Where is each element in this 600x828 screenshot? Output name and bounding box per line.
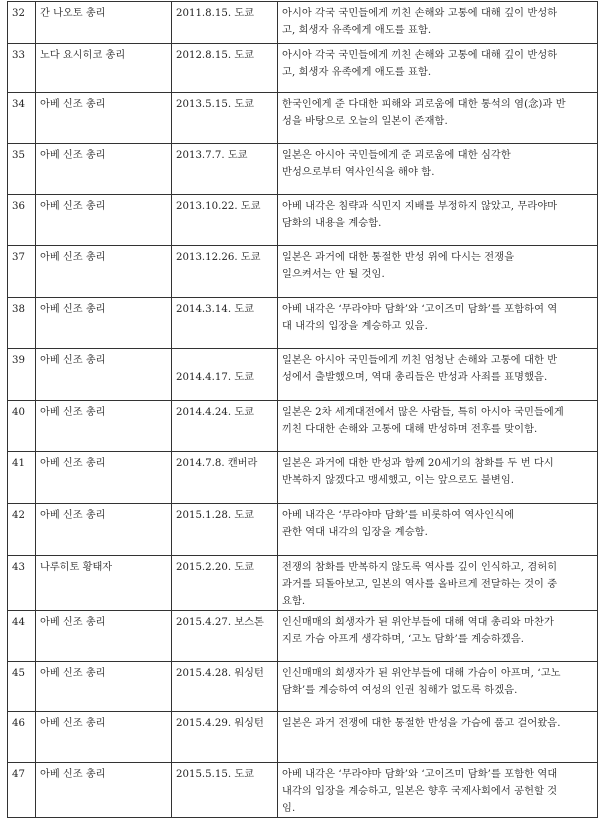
date-place-text: 2013.7.7. 도쿄 xyxy=(176,150,248,161)
table-row xyxy=(8,401,598,452)
row-number: 41 xyxy=(8,452,36,504)
table-row xyxy=(8,2,598,44)
statement-text xyxy=(278,246,598,298)
statement-text xyxy=(278,452,598,504)
statement-line: 일본은 과거에 대한 통절한 반성 위에 다시는 전쟁을 xyxy=(282,252,515,263)
table-row xyxy=(8,44,598,93)
row-number: 42 xyxy=(8,504,36,556)
statement-text xyxy=(278,662,598,712)
speaker-name: 아베 신조 총리 xyxy=(36,763,172,818)
statement-text xyxy=(278,401,598,452)
date-place-text: 2015.5.15. 도쿄 xyxy=(176,769,255,780)
date-place xyxy=(172,144,278,195)
table-row xyxy=(8,246,598,298)
row-number: 34 xyxy=(8,93,36,144)
statement-line: 과거를 되돌아보고, 일본의 역사를 올바르게 전달하는 것이 중 xyxy=(282,579,558,590)
table-row xyxy=(8,298,598,349)
date-place-text: 2014.4.17. 도쿄 xyxy=(176,372,255,383)
statement-line: 고, 희생자 유족에게 애도를 표함. xyxy=(282,67,432,78)
date-place xyxy=(172,349,278,401)
statement-text xyxy=(278,93,598,144)
date-place xyxy=(172,298,278,349)
date-place xyxy=(172,662,278,712)
statement-line: 전쟁의 참화를 반복하지 않도록 역사를 깊이 인식하고, 겸허히 xyxy=(282,562,558,573)
speaker-name: 아베 신조 총리 xyxy=(36,349,172,401)
table-row xyxy=(8,712,598,763)
row-number: 32 xyxy=(8,2,36,44)
statement-text xyxy=(278,763,598,818)
statement-line: 관한 역대 내각의 입장을 계승함. xyxy=(282,527,428,538)
statement-line: 일본은 아시아 국민들에게 끼친 엄청난 손해와 고통에 대한 반 xyxy=(282,355,558,366)
statement-line: 일본은 과거 전쟁에 대한 통절한 반성을 가슴에 품고 걸어왔음. xyxy=(282,718,561,729)
date-place xyxy=(172,504,278,556)
statement-line: 반성으로부터 역사인식을 해야 함. xyxy=(282,167,435,178)
statement-line: 지로 가슴 아프게 생각하며, ‘고노 담화’를 계승하겠음. xyxy=(282,634,525,645)
statement-line: 한국인에게 준 다대한 피해와 괴로움에 대한 통석의 염(念)과 반 xyxy=(282,99,566,110)
statement-line: 인신매매의 희생자가 된 위안부들에 대해 가슴이 아프며, ‘고노 xyxy=(282,668,561,679)
statement-text xyxy=(278,144,598,195)
statement-line: 끼친 다대한 손해와 고통에 대해 반성하며 전후를 맞이함. xyxy=(282,424,538,435)
date-place-text: 2015.1.28. 도쿄 xyxy=(176,510,255,521)
row-number: 38 xyxy=(8,298,36,349)
statement-line: 아시아 각국 국민들에게 끼친 손해와 고통에 대해 깊이 반성하 xyxy=(282,50,558,61)
date-place xyxy=(172,611,278,662)
speaker-name: 아베 신조 총리 xyxy=(36,712,172,763)
statements-table xyxy=(7,1,598,818)
statement-text xyxy=(278,349,598,401)
statement-line: 일본은 2차 세계대전에서 많은 사람들, 특히 아시아 국민들에게 xyxy=(282,407,564,418)
date-place-text: 2014.7.8. 캔버라 xyxy=(176,458,258,469)
speaker-name: 아베 신조 총리 xyxy=(36,662,172,712)
speaker-name: 간 나오토 총리 xyxy=(36,2,172,44)
date-place-text: 2014.3.14. 도쿄 xyxy=(176,304,255,315)
table-row xyxy=(8,452,598,504)
table-row xyxy=(8,763,598,818)
statement-text xyxy=(278,298,598,349)
speaker-name: 아베 신조 총리 xyxy=(36,195,172,246)
statement-line: 인신매매의 희생자가 된 위안부들에 대해 역대 총리와 마찬가 xyxy=(282,617,554,628)
statement-line: 성에서 출발했으며, 역대 총리들은 반성과 사죄를 표명했음. xyxy=(282,372,548,383)
row-number: 40 xyxy=(8,401,36,452)
speaker-name: 아베 신조 총리 xyxy=(36,452,172,504)
statement-line: 대 내각의 입장을 계승하고 있음. xyxy=(282,321,428,332)
table-row xyxy=(8,662,598,712)
row-number: 43 xyxy=(8,556,36,611)
date-place-text: 2012.8.15. 도쿄 xyxy=(176,50,255,61)
table-row xyxy=(8,144,598,195)
statement-line: 일본은 아시아 국민들에게 준 괴로움에 대한 심각한 xyxy=(282,150,511,161)
speaker-name: 아베 신조 총리 xyxy=(36,298,172,349)
date-place-text: 2013.5.15. 도쿄 xyxy=(176,99,255,110)
date-place xyxy=(172,246,278,298)
date-place-text: 2015.2.20. 도쿄 xyxy=(176,562,255,573)
statement-line: 아베 내각은 ‘무라야마 담화’와 ‘고이즈미 담화’를 포함한 역대 xyxy=(282,769,558,780)
statement-line: 고, 희생자 유족에게 애도를 표함. xyxy=(282,25,432,36)
speaker-name: 아베 신조 총리 xyxy=(36,144,172,195)
row-number: 37 xyxy=(8,246,36,298)
statement-line: 임. xyxy=(282,803,296,814)
date-place xyxy=(172,93,278,144)
table-row xyxy=(8,611,598,662)
statement-text xyxy=(278,611,598,662)
date-place xyxy=(172,195,278,246)
speaker-name: 아베 신조 총리 xyxy=(36,504,172,556)
statement-text xyxy=(278,504,598,556)
statement-line: 담화’를 계승하여 여성의 인권 침해가 없도록 하겠음. xyxy=(282,685,518,696)
speaker-name: 아베 신조 총리 xyxy=(36,611,172,662)
speaker-name: 아베 신조 총리 xyxy=(36,246,172,298)
statement-text xyxy=(278,556,598,611)
statement-line: 아시아 각국 국민들에게 끼친 손해와 고통에 대해 깊이 반성하 xyxy=(282,8,558,19)
date-place xyxy=(172,763,278,818)
speaker-name: 노다 요시히코 총리 xyxy=(36,44,172,93)
statement-line: 반복하지 않겠다고 맹세했고, 이는 앞으로도 불변임. xyxy=(282,475,515,486)
row-number: 46 xyxy=(8,712,36,763)
date-place-text: 2015.4.29. 워싱턴 xyxy=(176,718,264,729)
date-place xyxy=(172,2,278,44)
statement-line: 담화의 내용을 계승함. xyxy=(282,218,382,229)
statement-line: 성을 바탕으로 오늘의 일본이 존재함. xyxy=(282,116,448,127)
speaker-name: 나루히토 황태자 xyxy=(36,556,172,611)
date-place-text: 2011.8.15. 도쿄 xyxy=(176,8,255,19)
table-row xyxy=(8,504,598,556)
date-place xyxy=(172,44,278,93)
statement-line: 요함. xyxy=(282,596,306,607)
row-number: 33 xyxy=(8,44,36,93)
date-place-text: 2015.4.27. 보스톤 xyxy=(176,617,264,628)
date-place-text: 2013.10.22. 도쿄 xyxy=(176,201,261,212)
table-row xyxy=(8,195,598,246)
row-number: 44 xyxy=(8,611,36,662)
statement-line: 아베 내각은 ‘무라야마 담화’와 ‘고이즈미 담화’를 포함하여 역 xyxy=(282,304,558,315)
row-number: 39 xyxy=(8,349,36,401)
statement-line: 일으켜서는 안 될 것임. xyxy=(282,269,385,280)
speaker-name: 아베 신조 총리 xyxy=(36,401,172,452)
statement-line: 일본은 과거에 대한 반성과 함께 20세기의 참화를 두 번 다시 xyxy=(282,458,554,469)
statement-text xyxy=(278,712,598,763)
date-place xyxy=(172,452,278,504)
statement-line: 내각의 입장을 계승하고, 일본은 향후 국제사회에서 공헌할 것 xyxy=(282,786,558,797)
speaker-name: 아베 신조 총리 xyxy=(36,93,172,144)
date-place xyxy=(172,556,278,611)
statement-text xyxy=(278,195,598,246)
table-row xyxy=(8,349,598,401)
row-number: 35 xyxy=(8,144,36,195)
statement-text xyxy=(278,2,598,44)
table-row xyxy=(8,556,598,611)
statement-text xyxy=(278,44,598,93)
statement-line: 아베 내각은 ‘무라야마 담화’를 비롯하여 역사인식에 xyxy=(282,510,515,521)
table-body xyxy=(8,2,598,818)
date-place-text: 2015.4.28. 워싱턴 xyxy=(176,668,264,679)
row-number: 45 xyxy=(8,662,36,712)
date-place-text: 2014.4.24. 도쿄 xyxy=(176,407,255,418)
date-place xyxy=(172,712,278,763)
table-row xyxy=(8,93,598,144)
row-number: 47 xyxy=(8,763,36,818)
statement-line: 아베 내각은 침략과 식민지 지배를 부정하지 않았고, 무라야마 xyxy=(282,201,558,212)
row-number: 36 xyxy=(8,195,36,246)
date-place-text: 2013.12.26. 도쿄 xyxy=(176,252,261,263)
date-place xyxy=(172,401,278,452)
